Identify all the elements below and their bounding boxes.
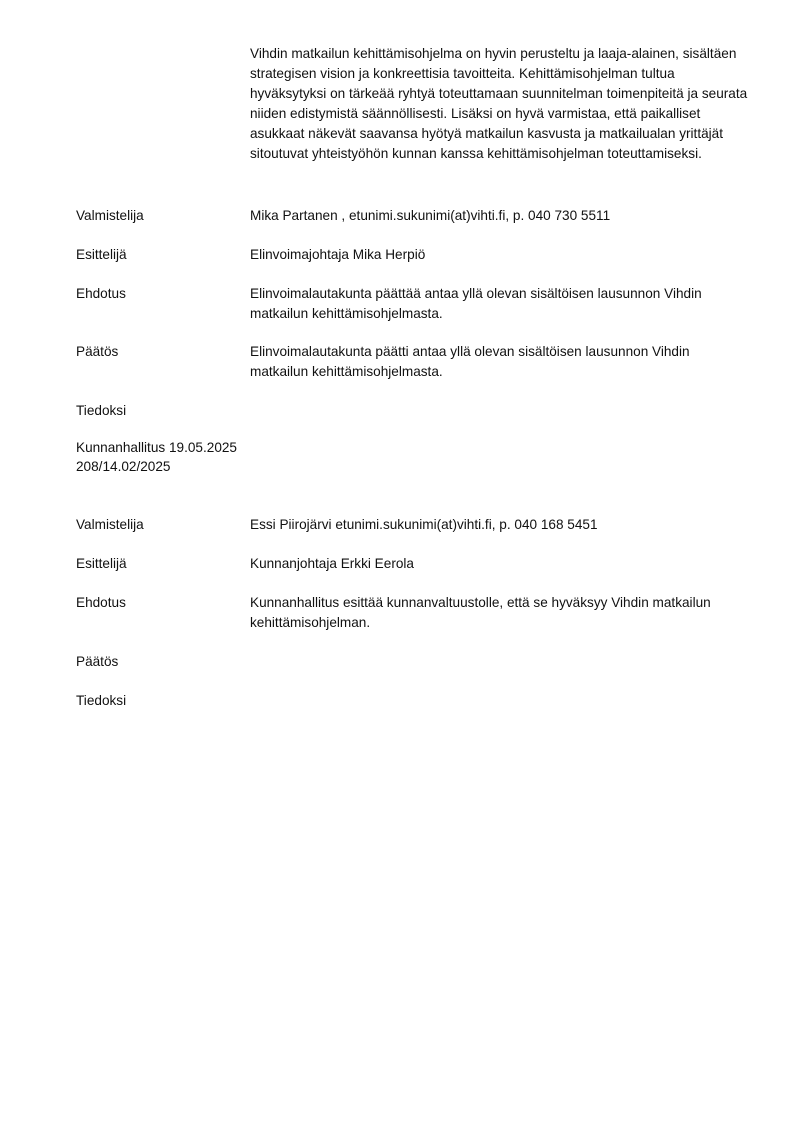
s1-valmistelija-label: Valmistelija — [76, 208, 144, 223]
s1-paatos-value: Elinvoimalautakunta päätti antaa yllä olevan sisältöisen lausunnon Vihdin matkailun kehittämisohjelmasta. — [250, 344, 690, 379]
s1-ehdotus-row — [76, 284, 756, 324]
s2-valmistelija-label: Valmistelija — [76, 517, 144, 532]
s1-valmistelija-value: Mika Partanen , etunimi.sukunimi(at)vihti.fi, p. 040 730 5511 — [250, 208, 611, 223]
s2-esittelija-value: Kunnanjohtaja Erkki Eerola — [250, 556, 414, 571]
s1-esittelija-value: Elinvoimajohtaja Mika Herpiö — [250, 247, 426, 262]
s2-ehdotus-label: Ehdotus — [76, 595, 126, 610]
s2-valmistelija-value: Essi Piirojärvi etunimi.sukunimi(at)vihti.fi, p. 040 168 5451 — [250, 517, 598, 532]
s2-ehdotus-row — [76, 593, 756, 633]
meeting-header — [76, 438, 237, 476]
s1-ehdotus-value: Elinvoimalautakunta päättää antaa yllä olevan sisältöisen lausunnon Vihdin matkailun kehittämisohjelmasta. — [250, 286, 702, 321]
s1-esittelija-row — [76, 245, 756, 265]
s1-valmistelija-row — [76, 206, 756, 226]
s1-paatos-label: Päätös — [76, 344, 119, 359]
s2-valmistelija-row — [76, 515, 756, 535]
meeting-body-date: Kunnanhallitus 19.05.2025 — [76, 440, 237, 455]
s2-esittelija-label: Esittelijä — [76, 556, 127, 571]
s2-esittelija-row — [76, 554, 756, 574]
intro-paragraph: Vihdin matkailun kehittämisohjelma on hyvin perusteltu ja laaja-alainen, sisältäen strategisen vision ja konkreettisia tavoitteita. Kehittämisohjelman tultua hyväksytyksi on tärkeää ryhtyä toteuttamaan suunnitelman toimenpiteitä ja seurata niiden edistymistä säännöllisesti. Lisäksi on hyvä varmistaa, että paikalliset asukkaat näkevät saavansa hyötyä matkailun kasvusta ja matkailualan yrittäjät sitoutuvat yhteistyöhön kunnan kanssa kehittämisohjelman toteuttamiseksi. — [250, 46, 748, 161]
s2-tiedoksi-label: Tiedoksi — [76, 693, 127, 708]
s1-paatos-row — [76, 342, 756, 382]
s2-paatos-label: Päätös — [76, 654, 119, 669]
s1-tiedoksi-label: Tiedoksi — [76, 403, 127, 418]
s1-ehdotus-label: Ehdotus — [76, 286, 126, 301]
s1-esittelija-label: Esittelijä — [76, 247, 127, 262]
meeting-reference: 208/14.02/2025 — [76, 459, 171, 474]
s2-ehdotus-value: Kunnanhallitus esittää kunnanvaltuustolle, että se hyväksyy Vihdin matkailun kehittämisohjelman. — [250, 595, 711, 630]
